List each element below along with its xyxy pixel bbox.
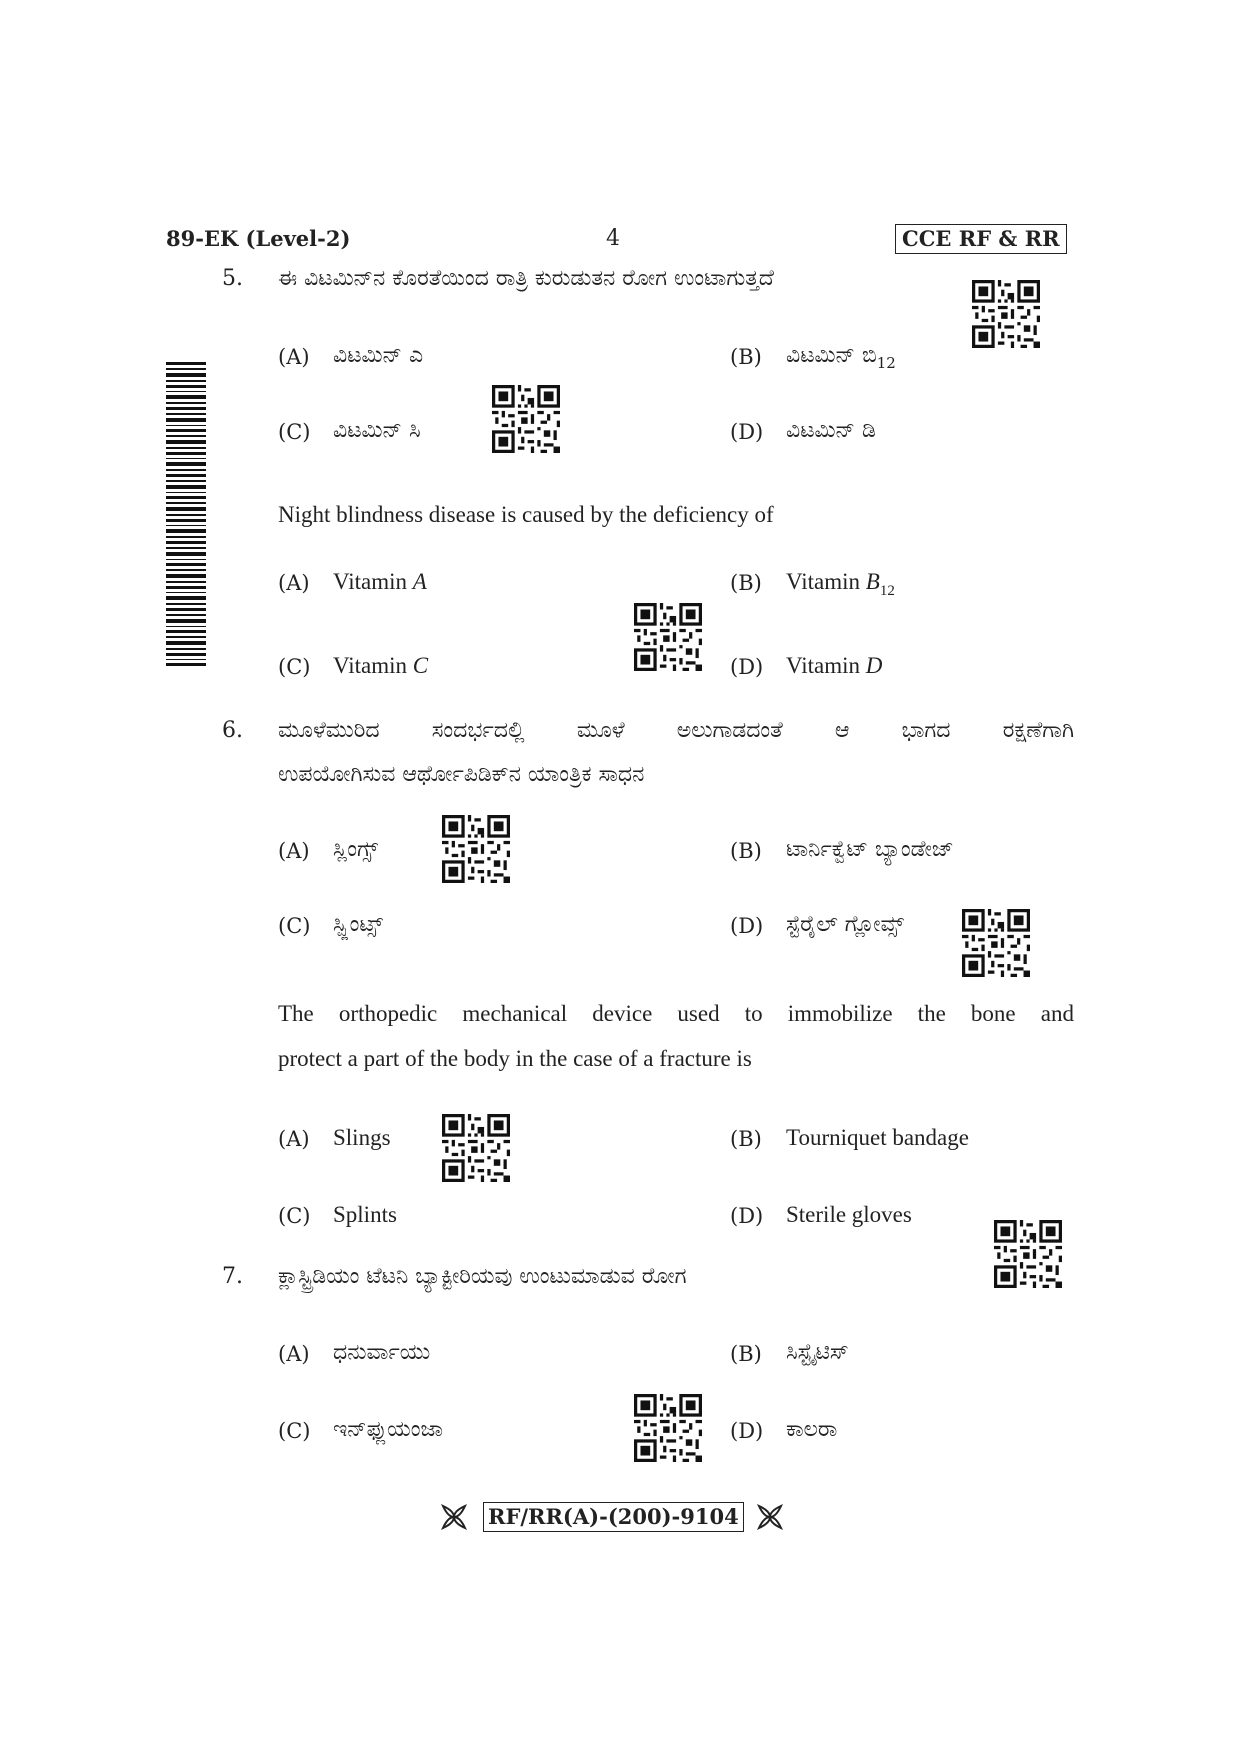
question-text-kannada-line1: ಮೂಳೆಮುರಿದ ಸಂದರ್ಭದಲ್ಲಿ ಮೂಳೆ ಅಲುಗಾಡದಂತೆ ಆ ಭಾಗದ ರಕ್ಷಣೆಗಾಗಿ (278, 718, 1074, 743)
question-text-english-line1: The orthopedic mechanical device used to immobilize the bone and (278, 1001, 1074, 1026)
footer-code: RF/RR(A)-(200)-9104 (483, 1502, 744, 1532)
option-text: Vitamin C (333, 653, 429, 678)
option-label: (A) (278, 571, 310, 595)
option-text: Sterile gloves (786, 1202, 912, 1227)
option-label: (B) (730, 571, 762, 595)
option-label: (A) (278, 839, 310, 863)
qr-code-image (972, 280, 1040, 348)
option-text: ಕಾಲರಾ (786, 1417, 838, 1442)
option-text: ಸ್ಲಿಂಗ್ಸ್ (333, 837, 379, 862)
option-text: ವಿಟಮಿನ್ ಸಿ (333, 418, 421, 443)
paper-code: 89-EK (Level-2) (166, 226, 351, 251)
option-label: (D) (730, 420, 764, 444)
option-text: Slings (333, 1125, 391, 1150)
option-text: ಸ್ಪ್ಲಿಂಟ್ಸ್ (333, 912, 384, 937)
option-label: (D) (730, 1419, 764, 1443)
option-text: Tourniquet bandage (786, 1125, 969, 1150)
option-text: ಇನ್‌ಫ್ಲುಯಂಜಾ (333, 1417, 444, 1442)
option-text: ವಿಟಮಿನ್ ಡಿ (786, 418, 876, 443)
option-text: ಟಾರ್ನಿಕ್ವೆಟ್ ಬ್ಯಾಂಡೇಜ್ (786, 837, 954, 862)
option-text: Vitamin D (786, 653, 883, 678)
question-text-kannada: ಕ್ಲಾಸ್ಟ್ರಿಡಿಯಂ ಟೆಟನಿ ಬ್ಯಾಕ್ಟೀರಿಯವು ಉಂಟುಮಾಡುವ ರೋಗ (278, 1264, 687, 1289)
ornament-icon (440, 1503, 468, 1531)
option-text: ಧನುರ್ವಾಯು (333, 1340, 431, 1365)
option-label: (B) (730, 345, 762, 369)
qr-code-image (994, 1220, 1062, 1288)
question-number: 5. (222, 266, 243, 291)
barcode-image (166, 362, 206, 666)
question-number: 6. (222, 718, 243, 743)
question-text-kannada-line2: ಉಪಯೋಗಿಸುವ ಆರ್ಥೋಪಿಡಿಕ್‌ನ ಯಾಂತ್ರಿಕ ಸಾಧನ (278, 762, 645, 787)
exam-box: CCE RF & RR (895, 224, 1067, 254)
option-text: ಸ್ಟೆರೈಲ್ ಗ್ಲೋವ್ಸ್ (786, 912, 904, 937)
option-text: Vitamin A (333, 569, 427, 594)
option-label: (C) (278, 655, 311, 679)
option-label: (A) (278, 1342, 310, 1366)
option-text: ವಿಟಮಿನ್ ಎ (333, 343, 424, 368)
option-text: Vitamin $B_{12}$ (786, 569, 895, 599)
qr-code-image (492, 385, 560, 453)
option-label: (D) (730, 914, 764, 938)
option-label: (A) (278, 345, 310, 369)
option-text: Splints (333, 1202, 397, 1227)
option-label: (C) (278, 1419, 311, 1443)
option-label: (C) (278, 420, 311, 444)
option-label: (C) (278, 914, 311, 938)
question-text-english: Night blindness disease is caused by the deficiency of (278, 502, 774, 527)
option-label: (B) (730, 839, 762, 863)
qr-code-image (442, 1114, 510, 1182)
page-number: 4 (606, 226, 620, 251)
option-label: (B) (730, 1342, 762, 1366)
ornament-icon (756, 1503, 784, 1531)
option-label: (D) (730, 655, 764, 679)
option-label: (C) (278, 1204, 311, 1228)
option-text: ವಿಟಮಿನ್ $ಬಿ_{12}$ (786, 343, 896, 372)
option-label: (D) (730, 1204, 764, 1228)
option-text: ಸಿಸ್ಟೈಟಿಸ್ (786, 1340, 849, 1365)
option-label: (B) (730, 1127, 762, 1151)
qr-code-image (962, 909, 1030, 977)
question-text-kannada: ಈ ವಿಟಮಿನ್‌ನ ಕೊರತೆಯಿಂದ ರಾತ್ರಿ ಕುರುಡುತನ ರೋಗ ಉಂಟಾಗುತ್ತದೆ (278, 266, 774, 291)
option-label: (A) (278, 1127, 310, 1151)
question-number: 7. (222, 1264, 243, 1289)
qr-code-image (634, 1394, 702, 1462)
qr-code-image (634, 603, 702, 671)
question-text-english-line2: protect a part of the body in the case of a fracture is (278, 1046, 752, 1071)
qr-code-image (442, 815, 510, 883)
